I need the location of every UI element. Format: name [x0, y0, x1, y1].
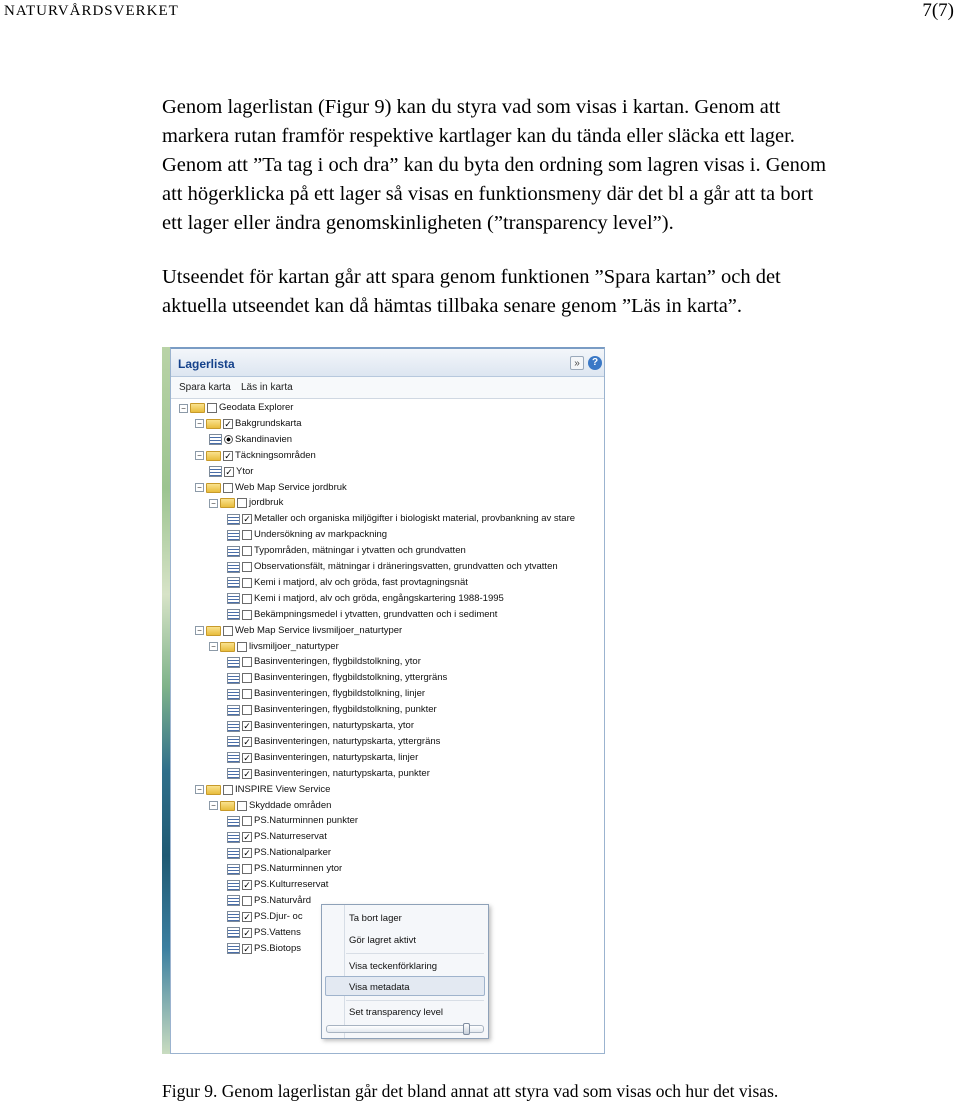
layer-checkbox[interactable]: ✓ [243, 752, 251, 763]
layer-legend-icon[interactable] [227, 689, 240, 700]
layer-checkbox[interactable] [242, 705, 252, 715]
layer-label: Täckningsområden [235, 449, 316, 461]
folder-icon [206, 626, 221, 636]
tree-row-folder[interactable] [195, 782, 332, 798]
map-edge [162, 347, 170, 1054]
layer-legend-icon[interactable] [227, 816, 240, 827]
radio-button[interactable] [224, 435, 233, 444]
collapse-toggle-icon[interactable]: − [209, 642, 218, 651]
layer-label: Basinventeringen, naturtypskarta, ytor [254, 720, 415, 731]
folder-icon [206, 451, 221, 461]
paragraph-line: ett lager eller ändra genomskinligheten (”transparency level”). [162, 212, 674, 234]
layer-legend-icon[interactable] [227, 721, 240, 732]
panel-titlebar [171, 349, 604, 377]
menu-item-transparency[interactable]: Set transparency level [349, 1007, 443, 1018]
tree-row-folder[interactable] [179, 400, 295, 416]
tree-row-radio[interactable] [209, 432, 294, 448]
layer-legend-icon[interactable] [227, 768, 240, 779]
layer-label: Observationsfält, mätningar i dräneringsvatten, grundvatten och ytvatten [254, 561, 558, 572]
tree-row-layer[interactable] [227, 511, 577, 527]
tree-row-folder[interactable] [195, 416, 304, 432]
paragraph-line: Genom lagerlistan (Figur 9) kan du styra vad som visas i kartan. Genom att [162, 96, 781, 118]
collapse-toggle-icon[interactable]: − [195, 419, 204, 428]
paragraph-line: aktuella utseendet kan då hämtas tillbaka senare genom ”Läs in karta”. [162, 295, 743, 317]
tree-row-layer[interactable] [227, 734, 442, 750]
layer-checkbox[interactable]: ✓ [224, 450, 232, 461]
layer-label: Bakgrundskarta [235, 417, 302, 429]
layer-label: INSPIRE View Service [235, 783, 331, 795]
tree-row-layer[interactable] [227, 766, 432, 782]
collapse-toggle-icon[interactable]: − [209, 499, 218, 508]
tree-row-layer[interactable] [227, 813, 360, 829]
layer-label: Kemi i matjord, alv och gröda, fast provtagningsnät [254, 576, 468, 588]
layer-checkbox[interactable] [207, 403, 217, 413]
tree-row-layer[interactable] [227, 877, 330, 893]
layer-label: PS.Kulturreservat [254, 879, 329, 890]
tree-row-layer[interactable] [227, 607, 499, 623]
folder-icon [206, 785, 221, 795]
layer-checkbox[interactable] [242, 689, 252, 699]
folder-icon [206, 483, 221, 493]
layer-label: Basinventeringen, flygbildstolkning, yttergräns [254, 672, 448, 684]
collapse-toggle-icon[interactable]: − [195, 626, 204, 635]
layer-legend-icon[interactable] [227, 562, 240, 573]
tree-row-folder[interactable] [195, 448, 318, 464]
layer-legend-icon[interactable] [227, 546, 240, 557]
layer-label: Basinventeringen, naturtypskarta, linjer [254, 751, 419, 763]
layer-label: livsmiljoer_naturtyper [249, 640, 339, 652]
layer-legend-icon[interactable] [227, 848, 240, 859]
layer-checkbox[interactable]: ✓ [243, 736, 251, 747]
layer-checkbox[interactable] [223, 785, 233, 795]
layer-label: Web Map Service jordbruk [235, 481, 347, 493]
layer-label: PS.Biotops [254, 942, 301, 954]
layer-checkbox[interactable] [237, 498, 247, 508]
layer-label: PS.Naturreservat [254, 831, 327, 843]
tree-row-layer[interactable] [227, 543, 468, 559]
layer-label: Bekämpningsmedel i ytvatten, grundvatten och i sediment [254, 608, 498, 620]
layer-checkbox[interactable]: ✓ [243, 721, 251, 731]
tree-row-layer[interactable] [227, 861, 344, 877]
layer-legend-icon[interactable] [227, 911, 240, 922]
folder-icon [220, 801, 235, 811]
layer-list-panel [170, 347, 605, 1054]
folder-icon [220, 642, 235, 652]
tree-row-layer[interactable] [227, 591, 506, 607]
paragraph-line: Genom att ”Ta tag i och dra” kan du byta den ordning som lagren visas i. Genom [162, 154, 827, 176]
layer-label: PS.Vattens [254, 926, 301, 938]
layer-legend-icon[interactable] [227, 577, 240, 588]
layer-label: Basinventeringen, naturtypskarta, yttergräns [254, 735, 441, 747]
layer-label: PS.Naturminnen punkter [254, 815, 359, 827]
paragraph-line: Utseendet för kartan går att spara genom funktionen ”Spara kartan” och det [162, 266, 781, 288]
layer-checkbox[interactable]: ✓ [225, 466, 233, 477]
layer-label: Skyddade områden [249, 799, 332, 811]
tree-row-layer[interactable] [227, 750, 420, 766]
layer-label: Kemi i matjord, alv och gröda, engångskartering 1988-1995 [254, 592, 504, 604]
layer-checkbox[interactable] [237, 801, 247, 811]
layer-label: Basinventeringen, flygbildstolkning, ytor [254, 656, 421, 668]
panel-title: Lagerlista [178, 357, 235, 371]
layer-checkbox[interactable]: ✓ [243, 514, 251, 525]
tree-row-layer[interactable] [209, 464, 255, 480]
layer-label: PS.Naturvård [254, 894, 312, 906]
layer-label: Geodata Explorer [219, 402, 294, 413]
layer-legend-icon[interactable] [209, 466, 222, 477]
layer-checkbox[interactable]: ✓ [243, 848, 251, 859]
layer-label: Metaller och organiska miljögifter i biologiskt material, provbankning av stare [254, 513, 576, 525]
collapse-toggle-icon[interactable]: − [195, 785, 204, 794]
layer-label: Skandinavien [235, 433, 293, 445]
double-chevron-right-icon[interactable]: » [570, 356, 584, 370]
tree-row-folder[interactable] [195, 623, 404, 639]
paragraph-line: att högerklicka på ett lager så visas en funktionsmeny där det bl a går att ta bort [162, 183, 814, 205]
menu-gutter [344, 905, 345, 1038]
slider-thumb[interactable] [463, 1023, 470, 1035]
menu-divider [346, 953, 484, 954]
tree-row-folder[interactable] [209, 495, 285, 511]
layer-legend-icon[interactable] [227, 864, 240, 875]
transparency-slider[interactable] [326, 1025, 484, 1033]
layer-legend-icon[interactable] [227, 736, 240, 747]
folder-icon [190, 403, 205, 413]
layer-checkbox[interactable]: ✓ [243, 832, 251, 843]
menu-item-set-active[interactable]: Gör lagret aktivt [349, 935, 417, 946]
layer-label: PS.Naturminnen ytor [254, 863, 343, 875]
layer-label: Basinventeringen, flygbildstolkning, punkter [254, 704, 437, 716]
tree-row-folder[interactable] [195, 480, 349, 496]
tree-row-layer[interactable] [227, 893, 313, 909]
tree-row-layer[interactable] [227, 925, 303, 941]
collapse-toggle-icon[interactable]: − [195, 451, 204, 460]
figure-screenshot [162, 347, 605, 1054]
paragraph-save-map [162, 263, 960, 321]
layer-label: Basinventeringen, naturtypskarta, punkter [254, 767, 430, 779]
paragraph-layer-list [162, 93, 960, 238]
layer-legend-icon[interactable] [227, 609, 240, 620]
layer-checkbox[interactable]: ✓ [243, 911, 251, 922]
layer-legend-icon[interactable] [227, 943, 240, 954]
tree-row-layer[interactable] [227, 527, 389, 543]
layer-legend-icon[interactable] [227, 705, 240, 716]
layer-checkbox[interactable] [242, 896, 252, 906]
menu-item-remove-layer[interactable]: Ta bort lager [349, 913, 402, 924]
save-map-button[interactable]: Spara karta [179, 382, 231, 393]
layer-legend-icon[interactable] [227, 673, 240, 684]
layer-checkbox[interactable] [242, 578, 252, 588]
layer-checkbox[interactable]: ✓ [243, 880, 251, 890]
load-map-button[interactable]: Läs in karta [241, 382, 293, 393]
layer-checkbox[interactable]: ✓ [224, 418, 232, 429]
tree-row-layer[interactable] [227, 670, 449, 686]
layer-checkbox[interactable] [242, 657, 252, 667]
layer-legend-icon[interactable] [227, 657, 240, 668]
layer-label: Basinventeringen, flygbildstolkning, linjer [254, 688, 426, 700]
layer-legend-icon[interactable] [209, 434, 222, 445]
page-number: 7(7) [922, 0, 954, 21]
tree-row-layer[interactable] [227, 575, 470, 591]
layer-legend-icon[interactable] [227, 880, 240, 891]
layer-label: Ytor [236, 465, 254, 477]
tree-row-layer[interactable] [227, 702, 439, 718]
tree-row-layer[interactable] [227, 686, 427, 702]
layer-legend-icon[interactable] [227, 927, 240, 938]
menu-item-show-metadata[interactable]: Visa metadata [349, 982, 410, 993]
folder-icon [206, 419, 221, 429]
layer-checkbox[interactable]: ✓ [243, 768, 251, 779]
layer-checkbox[interactable]: ✓ [243, 943, 251, 954]
layer-legend-icon[interactable] [227, 530, 240, 541]
tree-row-layer[interactable] [227, 829, 329, 845]
layer-label: PS.Nationalparker [254, 847, 332, 859]
tree-row-layer[interactable] [227, 559, 560, 575]
tree-row-layer[interactable] [227, 941, 303, 957]
layer-label: Typområden, mätningar i ytvatten och grundvatten [254, 545, 466, 557]
tree-row-layer[interactable] [227, 845, 333, 861]
layer-checkbox[interactable] [242, 594, 252, 604]
layer-legend-icon[interactable] [227, 593, 240, 604]
layer-label: PS.Djur- oc [254, 910, 303, 922]
layer-label: jordbruk [249, 497, 284, 509]
tree-row-layer[interactable] [227, 654, 423, 670]
layer-checkbox[interactable]: ✓ [243, 927, 251, 938]
header-organization: NATURVÅRDSVERKET [4, 3, 179, 19]
layer-checkbox[interactable] [242, 562, 252, 572]
layer-checkbox[interactable] [242, 530, 252, 540]
layer-checkbox[interactable] [223, 483, 233, 493]
layer-legend-icon[interactable] [227, 752, 240, 763]
layer-checkbox[interactable] [237, 642, 247, 652]
menu-item-show-legend[interactable]: Visa teckenförklaring [349, 961, 438, 972]
layer-checkbox[interactable] [242, 610, 252, 620]
layer-label: Undersökning av markpackning [254, 529, 388, 541]
menu-divider [346, 1000, 484, 1001]
collapse-toggle-icon[interactable]: − [195, 483, 204, 492]
layer-legend-icon[interactable] [227, 832, 240, 843]
layer-legend-icon[interactable] [227, 895, 240, 906]
figure-caption: Figur 9. Genom lagerlistan går det bland annat att styra vad som visas och hur det visas. [162, 1081, 779, 1101]
layer-legend-icon[interactable] [227, 514, 240, 525]
panel-toolbar [171, 377, 604, 399]
layer-checkbox[interactable] [242, 546, 252, 556]
tree-row-folder[interactable] [209, 798, 333, 814]
folder-icon [220, 498, 235, 508]
help-icon[interactable]: ? [588, 356, 602, 370]
layer-checkbox[interactable] [242, 816, 252, 826]
tree-row-folder[interactable] [209, 639, 341, 655]
paragraph-line: markera rutan framför respektive kartlager kan du tända eller släcka ett lager. [162, 125, 795, 147]
context-menu [321, 904, 489, 1039]
layer-checkbox[interactable] [242, 864, 252, 874]
tree-row-layer[interactable] [227, 718, 416, 734]
layer-label: Web Map Service livsmiljoer_naturtyper [235, 624, 403, 636]
layer-checkbox[interactable] [223, 626, 233, 636]
tree-row-layer[interactable] [227, 909, 305, 925]
collapse-toggle-icon[interactable]: − [179, 404, 188, 413]
collapse-toggle-icon[interactable]: − [209, 801, 218, 810]
layer-checkbox[interactable] [242, 673, 252, 683]
